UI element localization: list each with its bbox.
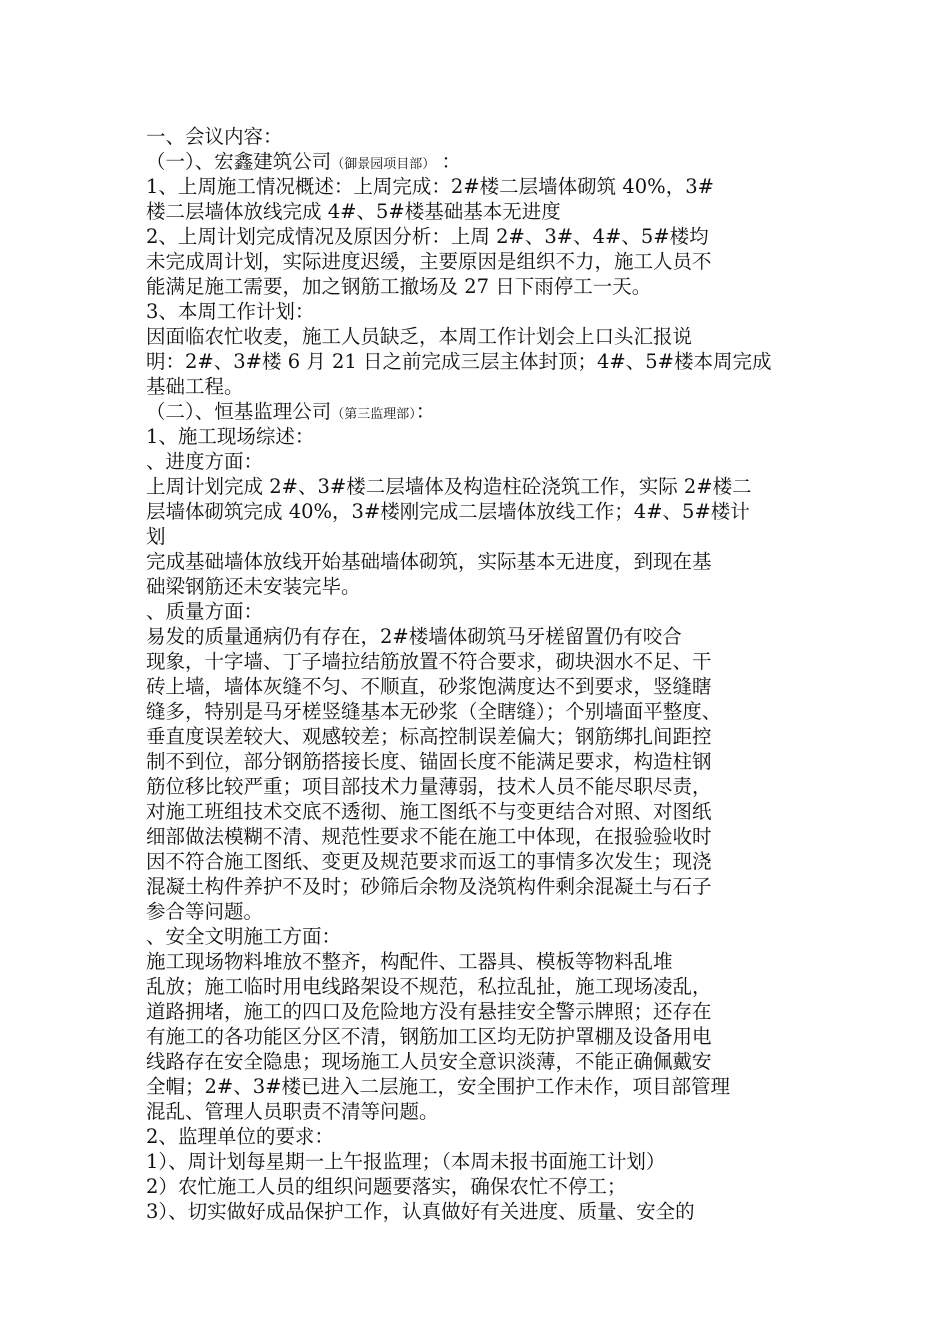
text-line: 、进度方面： [146,450,264,473]
section-heading-colon: ： [415,400,436,423]
text-line: 3）、切实做好成品保护工作，认真做好有关进度、质量、安全的 [146,1200,695,1223]
section-heading-text: （二）、恒基监理公司 [146,400,332,423]
text-line: 施工现场物料堆放不整齐，构配件、工器具、模板等物料乱堆 [146,950,673,973]
text-line: 2、上周计划完成情况及原因分析：上周 2#、3#、4#、5#楼均 [146,225,709,248]
text-line: 因面临农忙收麦，施工人员缺乏，本周工作计划会上口头汇报说 [146,325,693,348]
text-line: 现象，十字墙、丁子墙拉结筋放置不符合要求，砌块洇水不足、干 [146,650,712,673]
text-line: 混凝土构件养护不及时；砂筛后余物及浇筑构件剩余混凝土与石子 [146,875,712,898]
text-line: 础梁钢筋还未安装完毕。 [146,575,361,598]
text-line: 基础工程。 [146,375,244,398]
text-line: 2、监理单位的要求： [146,1125,334,1148]
text-line: 混乱、管理人员职责不清等问题。 [146,1100,439,1123]
text-line: 筋位移比较严重；项目部技术力量薄弱，技术人员不能尽职尽责， [146,775,712,798]
text-line: 乱放；施工临时用电线路架设不规范，私拉乱扯，施工现场凌乱， [146,975,712,998]
section-heading-note: （御景园项目部） [331,157,436,172]
document-body [146,124,826,1224]
text-line: 因不符合施工图纸、变更及规范要求而返工的事情多次发生；现浇 [146,850,712,873]
text-line: 垂直度误差较大、观感较差；标高控制误差偏大；钢筋绑扎间距控 [146,725,712,748]
text-line: 划 [146,525,166,548]
text-line: 1、上周施工情况概述：上周完成：2#楼二层墙体砌筑 40%，3# [146,175,714,198]
text-line: 缝多，特别是马牙槎竖缝基本无砂浆（全瞎缝）；个别墙面平整度、 [146,700,722,723]
text-line: 2）农忙施工人员的组织问题要落实，确保农忙不停工； [146,1175,627,1198]
text-line: 能满足施工需要，加之钢筋工撤场及 27 日下雨停工一天。 [146,275,652,298]
text-line: 、安全文明施工方面： [146,925,342,948]
text-line: 未完成周计划，实际进度迟缓，主要原因是组织不力，施工人员不 [146,250,712,273]
text-line: 、质量方面： [146,600,264,623]
text-line: 楼二层墙体放线完成 4#、5#楼基础基本无进度 [146,200,561,223]
section-heading-text: （一）、宏鑫建筑公司 [146,150,332,173]
text-line: 一、会议内容： [146,125,283,148]
text-line: 完成基础墙体放线开始基础墙体砌筑，实际基本无进度，到现在基 [146,550,712,573]
text-line: 层墙体砌筑完成 40%，3#楼刚完成二层墙体放线工作；4#、5#楼计 [146,500,750,523]
text-line: 参合等问题。 [146,900,264,923]
text-line: 道路拥堵，施工的四口及危险地方没有悬挂安全警示牌照；还存在 [146,1000,712,1023]
text-line: 有施工的各功能区分区不清，钢筋加工区均无防护罩棚及设备用电 [146,1025,712,1048]
text-line: 线路存在安全隐患；现场施工人员安全意识淡薄，不能正确佩戴安 [146,1050,712,1073]
section-heading-note: （第三监理部） [331,407,416,422]
text-line: 明：2#、3#楼 6 月 21 日之前完成三层主体封顶；4#、5#楼本周完成 [146,350,772,373]
text-line: 对施工班组技术交底不透彻、施工图纸不与变更结合对照、对图纸 [146,800,712,823]
text-line: 1）、周计划每星期一上午报监理；（本周未报书面施工计划） [146,1150,666,1173]
text-line: 1、施工现场综述： [146,425,315,448]
text-line: 上周计划完成 2#、3#楼二层墙体及构造柱砼浇筑工作，实际 2#楼二 [146,475,752,498]
text-line: 易发的质量通病仍有存在，2#楼墙体砌筑马牙槎留置仍有咬合 [146,625,682,648]
text-line: 3、本周工作计划： [146,300,315,323]
section-heading-colon: ： [435,150,461,173]
section-heading-contractor [146,149,826,174]
section-heading-supervisor [146,399,826,424]
text-line: 全帽；2#、3#楼已进入二层施工，安全围护工作未作，项目部管理 [146,1075,730,1098]
text-line: 细部做法模糊不清、规范性要求不能在施工中体现，在报验验收时 [146,825,712,848]
text-line: 砖上墙，墙体灰缝不匀、不顺直，砂浆饱满度达不到要求，竖缝瞎 [146,675,712,698]
text-line: 制不到位，部分钢筋搭接长度、锚固长度不能满足要求，构造柱钢 [146,750,712,773]
